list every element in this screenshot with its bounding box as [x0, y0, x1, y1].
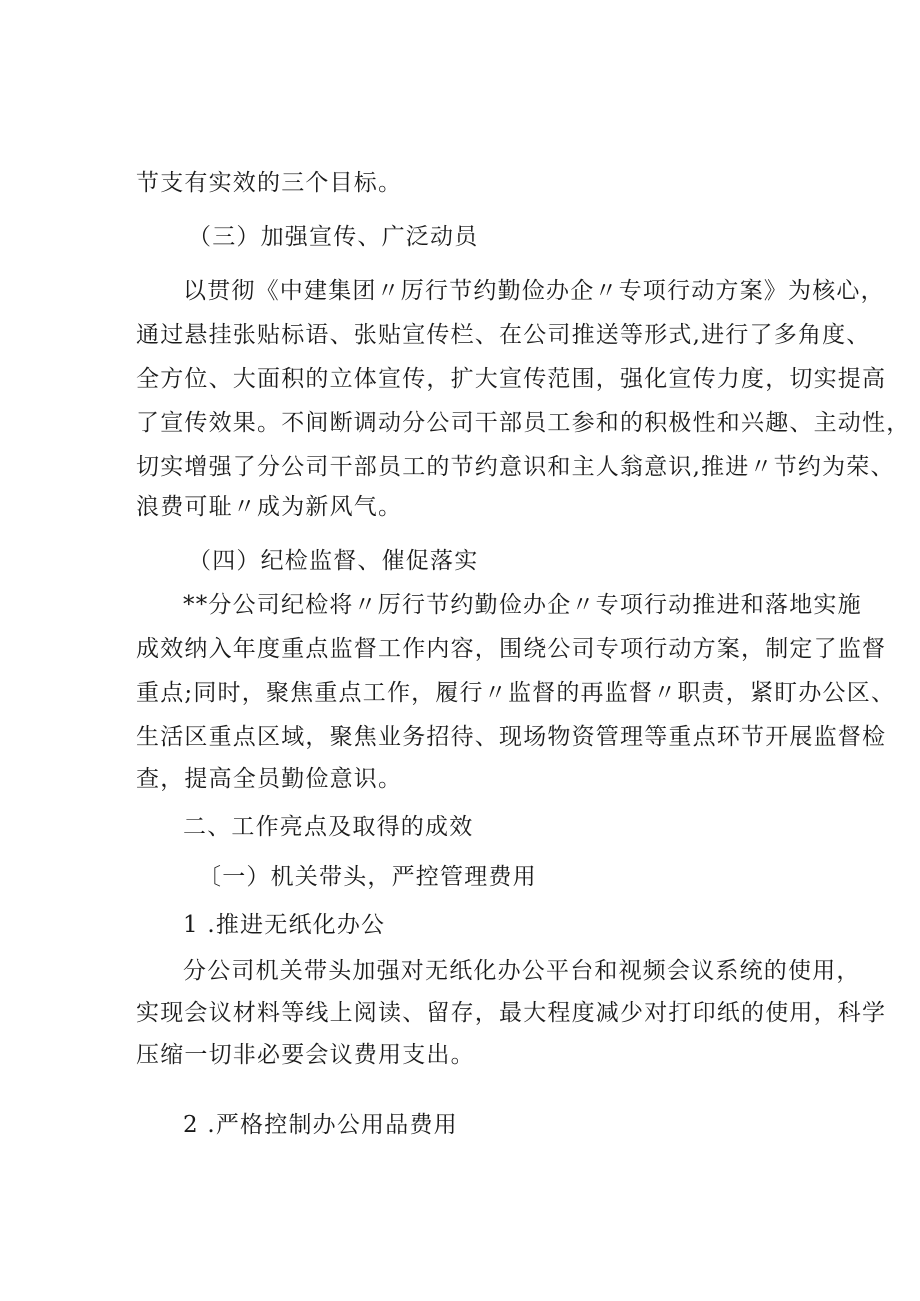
paragraph-line: 节支有实效的三个目标。 [136, 170, 403, 196]
paragraph-line: 查，提高全员勤俭意识。 [136, 766, 403, 792]
paragraph-line: 分公司机关带头加强对无纸化办公平台和视频会议系统的使用， [183, 958, 861, 984]
paragraph-line: 浪费可耻〃成为新风气。 [136, 494, 403, 520]
paragraph-line: 通过悬挂张贴标语、张贴宣传栏、在公司推送等形式,进行了多角度、 [136, 322, 871, 348]
paragraph-line: 切实增强了分公司干部员工的节约意识和主人翁意识,推进〃节约为荣、 [136, 454, 895, 480]
section-heading: （三）加强宣传、广泛动员 [188, 224, 479, 250]
paragraph-line: 全方位、大面积的立体宣传，扩大宣传范围，强化宣传力度，切实提高 [136, 366, 887, 392]
item-heading: 2 .严格控制办公用品费用 [183, 1112, 458, 1138]
paragraph-line: 压缩一切非必要会议费用支出。 [136, 1042, 475, 1068]
paragraph-line: 了宣传效果。不间断调动分公司干部员工参和的积极性和兴趣、主动性， [136, 410, 911, 436]
paragraph-line: 重点;同时，聚焦重点工作，履行〃监督的再监督〃职责，紧盯办公区、 [136, 680, 896, 706]
subsection-heading: 〔一）机关带头，严控管理费用 [198, 864, 537, 890]
paragraph-line: 以贯彻《中建集团〃厉行节约勤俭办企〃专项行动方案》为核心， [183, 278, 885, 304]
paragraph-line: **分公司纪检将〃厉行节约勤俭办企〃专项行动推进和落地实施 [183, 592, 862, 618]
section-heading: 二、工作亮点及取得的成效 [183, 814, 474, 840]
paragraph-line: 成效纳入年度重点监督工作内容，围绕公司专项行动方案，制定了监督 [136, 636, 887, 662]
paragraph-line: 实现会议材料等线上阅读、留存，最大程度减少对打印纸的使用，科学 [136, 1000, 887, 1026]
item-heading: 1 .推进无纸化办公 [183, 912, 386, 938]
section-heading: （四）纪检监督、催促落实 [188, 548, 479, 574]
paragraph-line: 生活区重点区域，聚焦业务招待、现场物资管理等重点环节开展监督检 [136, 724, 887, 750]
